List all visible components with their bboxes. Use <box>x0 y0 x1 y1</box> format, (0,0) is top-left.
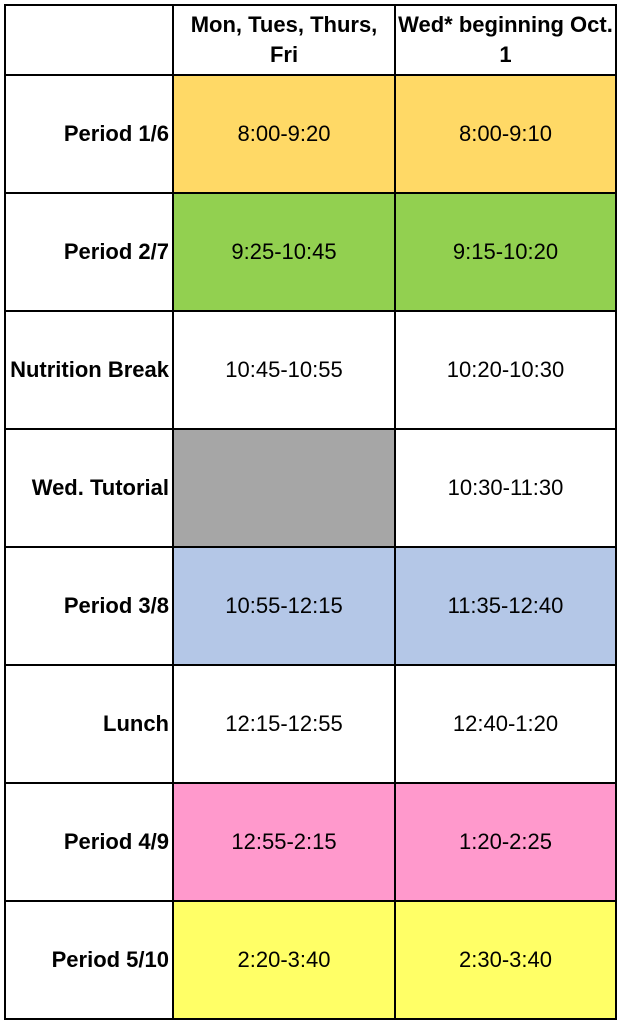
header-wed: Wed* beginning Oct. 1 <box>395 5 616 75</box>
mtf-time-cell: 2:20-3:40 <box>173 901 395 1019</box>
period-label: Period 1/6 <box>5 75 173 193</box>
wed-time-cell: 10:30-11:30 <box>395 429 616 547</box>
table-row <box>5 783 616 901</box>
wed-time-cell: 9:15-10:20 <box>395 193 616 311</box>
mtf-time-cell: 12:15-12:55 <box>173 665 395 783</box>
period-label: Lunch <box>5 665 173 783</box>
table-row <box>5 429 616 547</box>
table-row <box>5 901 616 1019</box>
period-label: Wed. Tutorial <box>5 429 173 547</box>
table-row <box>5 547 616 665</box>
header-mon-tues-thurs-fri: Mon, Tues, Thurs, Fri <box>173 5 395 75</box>
corner-header <box>5 5 173 75</box>
period-label: Nutrition Break <box>5 311 173 429</box>
mtf-time-cell: 10:45-10:55 <box>173 311 395 429</box>
mtf-time-cell: 12:55-2:15 <box>173 783 395 901</box>
table-row <box>5 665 616 783</box>
table-row <box>5 193 616 311</box>
period-label: Period 2/7 <box>5 193 173 311</box>
mtf-time-cell: 9:25-10:45 <box>173 193 395 311</box>
wed-time-cell: 11:35-12:40 <box>395 547 616 665</box>
wed-time-cell: 12:40-1:20 <box>395 665 616 783</box>
mtf-time-cell: 8:00-9:20 <box>173 75 395 193</box>
wed-time-cell: 10:20-10:30 <box>395 311 616 429</box>
wed-time-cell: 2:30-3:40 <box>395 901 616 1019</box>
table-row <box>5 311 616 429</box>
header-row <box>5 5 616 75</box>
mtf-time-cell: 10:55-12:15 <box>173 547 395 665</box>
mtf-time-cell <box>173 429 395 547</box>
period-label: Period 4/9 <box>5 783 173 901</box>
wed-time-cell: 1:20-2:25 <box>395 783 616 901</box>
wed-time-cell: 8:00-9:10 <box>395 75 616 193</box>
period-label: Period 5/10 <box>5 901 173 1019</box>
period-label: Period 3/8 <box>5 547 173 665</box>
bell-schedule-table <box>4 4 617 1020</box>
table-row <box>5 75 616 193</box>
